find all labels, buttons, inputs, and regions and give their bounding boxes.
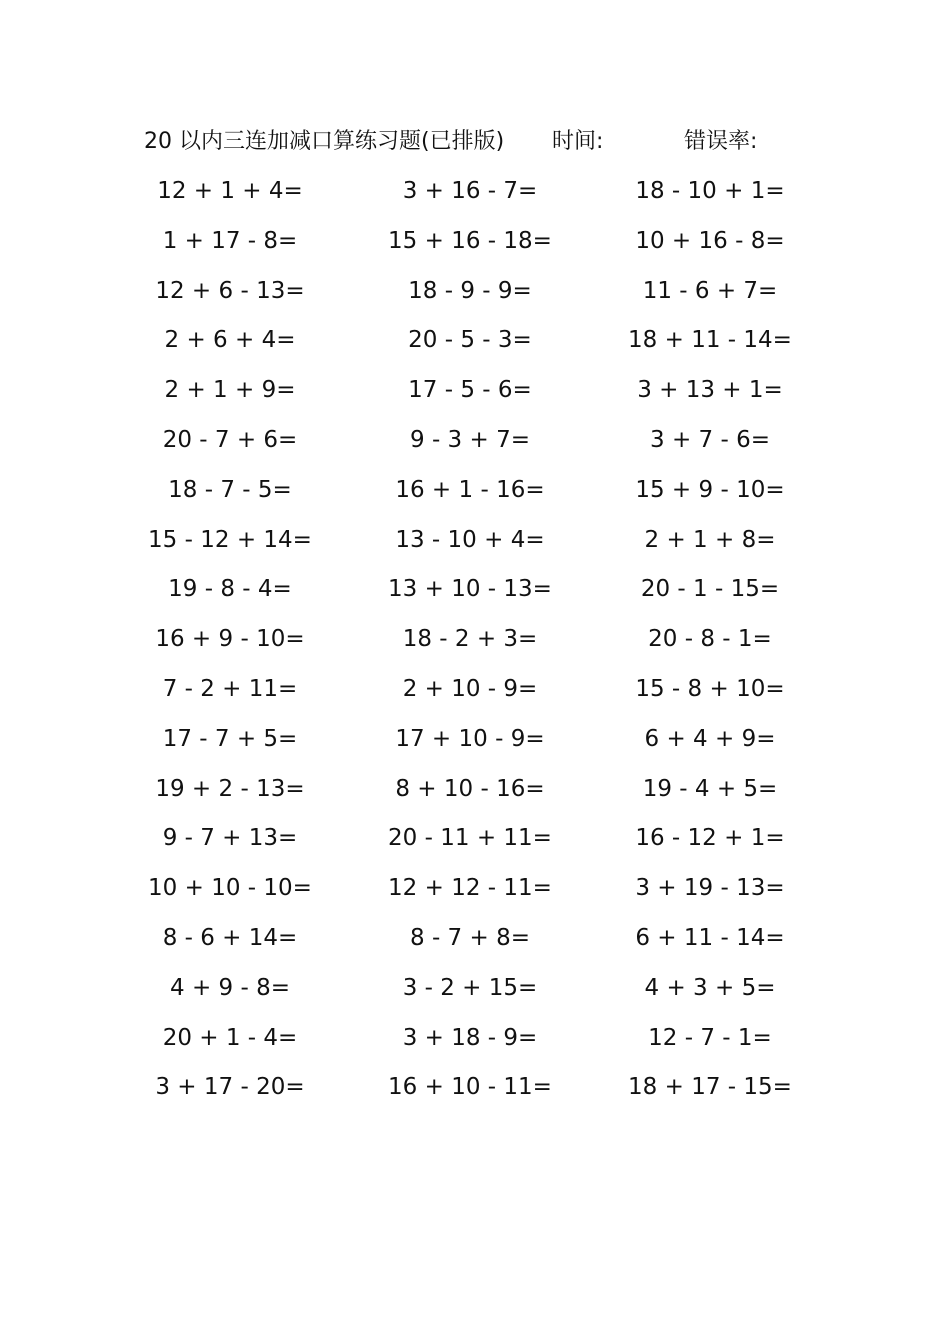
problem-row — [0, 722, 950, 772]
math-problem: 16 + 9 - 10= — [155, 626, 305, 653]
math-problem: 3 - 2 + 15= — [402, 974, 538, 1001]
math-problem: 12 - 7 - 1= — [648, 1024, 772, 1051]
math-problem: 15 - 12 + 14= — [148, 526, 312, 553]
math-problem: 3 + 16 - 7= — [402, 178, 538, 204]
problem-row — [0, 921, 950, 971]
problem-row — [0, 323, 950, 373]
math-problem: 4 + 3 + 5= — [644, 974, 776, 1001]
math-problem: 3 + 17 - 20= — [155, 1074, 305, 1101]
math-problem: 2 + 6 + 4= — [164, 327, 296, 354]
problem-row — [0, 174, 950, 224]
math-problem: 2 + 1 + 9= — [164, 377, 296, 404]
math-problem: 12 + 12 - 11= — [388, 875, 552, 902]
math-problem: 19 - 8 - 4= — [168, 576, 292, 603]
math-problem: 3 + 13 + 1= — [637, 377, 783, 404]
problem-row — [0, 224, 950, 274]
math-problem: 20 - 11 + 11= — [388, 825, 552, 852]
math-problem: 13 - 10 + 4= — [395, 526, 545, 553]
math-problem: 9 - 7 + 13= — [162, 825, 298, 852]
problem-row — [0, 523, 950, 573]
math-problem: 6 + 4 + 9= — [644, 725, 776, 752]
error-rate-label: 错误率: — [684, 129, 758, 154]
math-problem: 13 + 10 - 13= — [388, 576, 552, 603]
problem-row — [0, 473, 950, 523]
problem-row — [0, 821, 950, 871]
math-problem: 16 - 12 + 1= — [635, 825, 785, 852]
math-problem: 20 + 1 - 4= — [162, 1024, 298, 1051]
problem-row — [0, 772, 950, 822]
problem-row — [0, 1070, 950, 1120]
time-label: 时间: — [552, 129, 604, 154]
math-problem: 16 + 1 - 16= — [395, 476, 545, 503]
math-problem: 7 - 2 + 11= — [162, 675, 298, 702]
worksheet-title: 20 以内三连加减口算练习题(已排版) — [144, 129, 505, 154]
math-problem: 18 - 2 + 3= — [402, 626, 538, 653]
math-problem: 20 - 8 - 1= — [648, 626, 772, 653]
math-problem: 2 + 10 - 9= — [402, 675, 538, 702]
worksheet-header — [0, 126, 950, 158]
math-problem: 6 + 11 - 14= — [635, 924, 785, 951]
math-problem: 10 + 16 - 8= — [635, 227, 785, 254]
math-problem: 8 + 10 - 16= — [395, 775, 545, 802]
math-problem: 1 + 17 - 8= — [162, 227, 298, 254]
problem-grid — [0, 174, 950, 1120]
problem-row — [0, 572, 950, 622]
math-problem: 15 - 8 + 10= — [635, 675, 785, 702]
math-problem: 11 - 6 + 7= — [642, 277, 778, 304]
math-problem: 3 + 7 - 6= — [650, 426, 770, 453]
math-problem: 18 - 7 - 5= — [168, 476, 292, 503]
problem-row — [0, 423, 950, 473]
math-problem: 19 - 4 + 5= — [642, 775, 778, 802]
math-problem: 16 + 10 - 11= — [388, 1074, 552, 1101]
math-problem: 8 - 7 + 8= — [410, 924, 530, 951]
problem-row — [0, 274, 950, 324]
math-problem: 20 - 7 + 6= — [162, 426, 298, 453]
math-problem: 10 + 10 - 10= — [148, 875, 312, 902]
math-problem: 18 + 17 - 15= — [628, 1074, 792, 1101]
math-problem: 12 + 6 - 13= — [155, 277, 305, 304]
math-problem: 18 + 11 - 14= — [628, 327, 792, 354]
math-problem: 8 - 6 + 14= — [162, 924, 298, 951]
problem-row — [0, 373, 950, 423]
math-problem: 20 - 5 - 3= — [408, 327, 532, 354]
math-problem: 18 - 10 + 1= — [635, 178, 785, 204]
math-problem: 17 + 10 - 9= — [395, 725, 545, 752]
math-problem: 3 + 19 - 13= — [635, 875, 785, 902]
problem-row — [0, 672, 950, 722]
math-problem: 12 + 1 + 4= — [157, 178, 303, 204]
problem-row — [0, 622, 950, 672]
math-problem: 20 - 1 - 15= — [640, 576, 780, 603]
problem-row — [0, 971, 950, 1021]
math-problem: 17 - 7 + 5= — [162, 725, 298, 752]
math-problem: 17 - 5 - 6= — [408, 377, 532, 404]
math-problem: 4 + 9 - 8= — [170, 974, 290, 1001]
math-problem: 9 - 3 + 7= — [410, 426, 530, 453]
math-problem: 15 + 9 - 10= — [635, 476, 785, 503]
math-problem: 18 - 9 - 9= — [408, 277, 532, 304]
problem-row — [0, 1021, 950, 1071]
problem-row — [0, 871, 950, 921]
math-problem: 15 + 16 - 18= — [388, 227, 552, 254]
math-problem: 19 + 2 - 13= — [155, 775, 305, 802]
math-problem: 2 + 1 + 8= — [644, 526, 776, 553]
math-problem: 3 + 18 - 9= — [402, 1024, 538, 1051]
